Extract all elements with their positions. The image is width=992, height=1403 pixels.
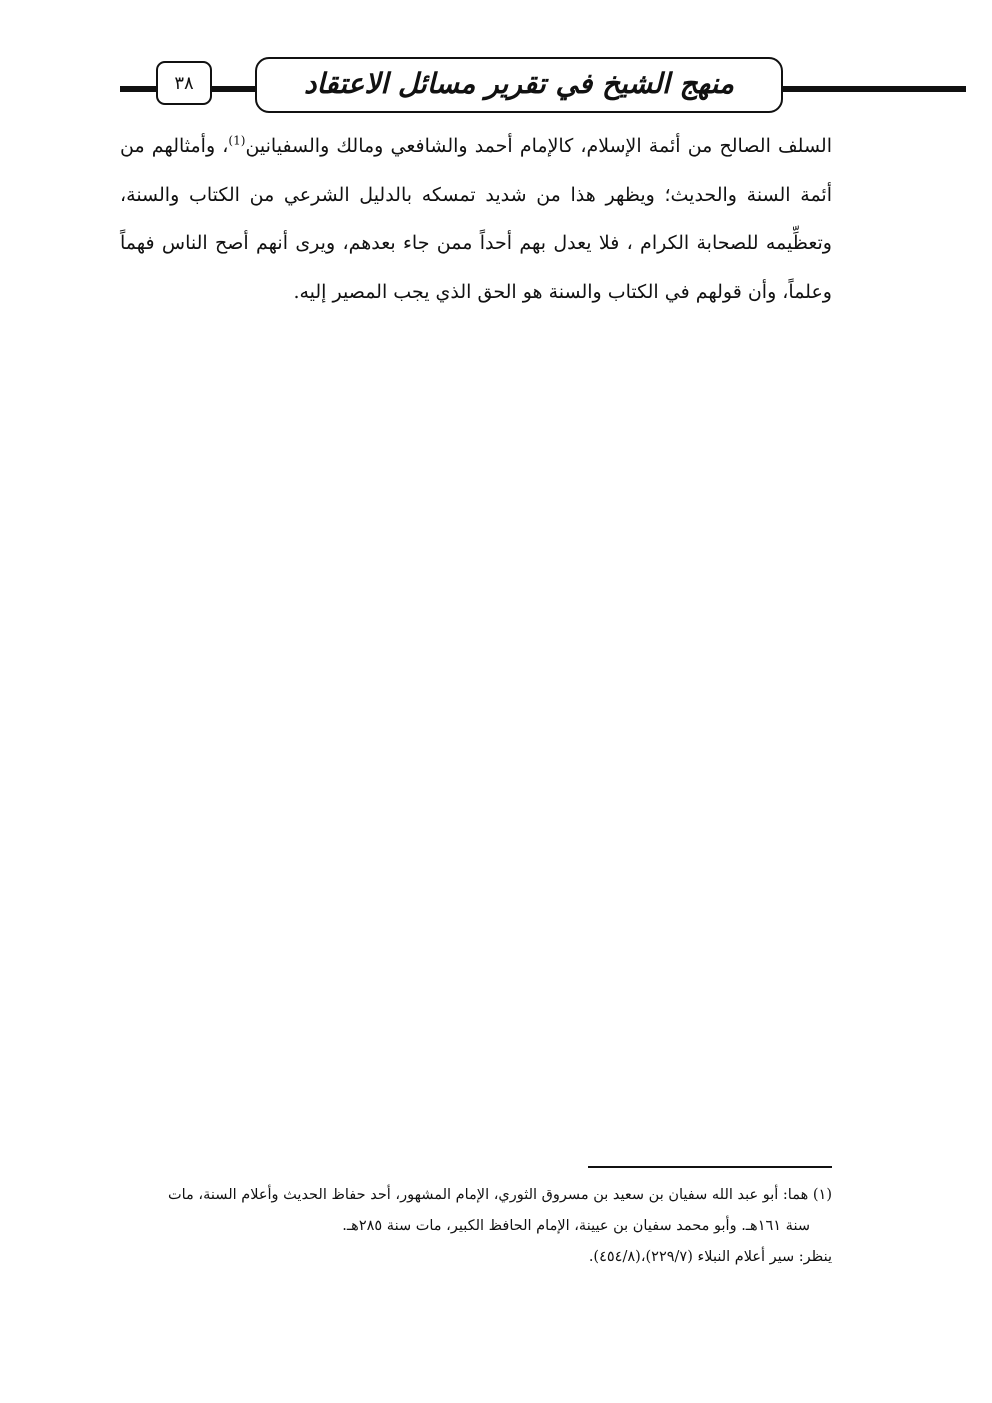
- footnote-1-line-2: سنة ١٦١هـ. وأبو محمد سفيان بن عيينة، الإمام الحافظ الكبير، مات سنة ٢٨٥هـ.: [342, 1218, 810, 1234]
- footnotes: [120, 1180, 832, 1273]
- footnote-1-line-1: (١) هما: أبو عبد الله سفيان بن سعيد بن مسروق الثوري، الإمام المشهور، أحد حفاظ الحديث وأعلام السنة، مات: [167, 1187, 832, 1203]
- page-number-text: ٣٨: [174, 72, 194, 94]
- footnote-reference[interactable]: (1): [228, 133, 246, 148]
- footnote-reference-line: ينظر: سير أعلام النبلاء (٢٢٩/٧)،(٤٥٤/٨).: [588, 1249, 832, 1265]
- paragraph-text-start: السلف الصالح من أئمة الإسلام، كالإمام أحمد والشافعي ومالك والسفيانين: [245, 135, 832, 157]
- page-number: [156, 61, 212, 105]
- footnote-separator: [588, 1166, 832, 1168]
- main-paragraph: [120, 122, 832, 316]
- running-title-text: منهج الشيخ في تقرير مسائل الاعتقاد: [304, 66, 734, 100]
- running-title: [255, 57, 783, 113]
- paragraph: [120, 122, 832, 316]
- paragraph-text-end: ، وأمثالهم من أئمة السنة والحديث؛ ويظهر هذا من شديد تمسكه بالدليل الشرعي من الكتاب والسنة، وتعظِّيمه للصحابة الكرام ، فلا يعدل بهم أحداً ممن جاء بعدهم، ويرى أنهم أصح الناس فهماً وعلماً، وأن قولهم في الكتاب والسنة هو الحق الذي يجب المصير إليه.: [120, 135, 832, 303]
